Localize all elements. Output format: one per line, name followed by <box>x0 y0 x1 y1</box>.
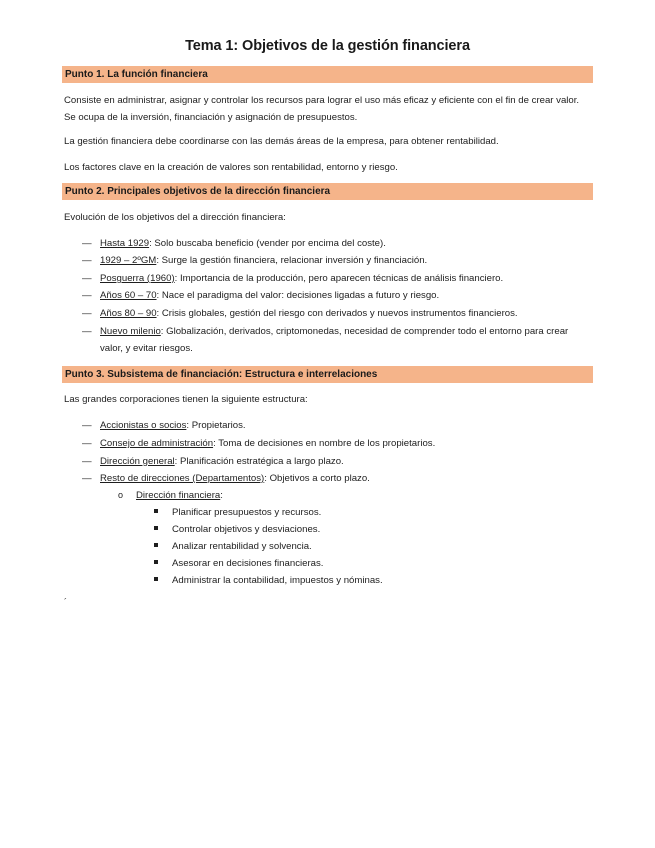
item-text: : Objetivos a corto plazo. <box>264 473 370 484</box>
item-term: Nuevo milenio <box>100 326 161 337</box>
dash-marker: — <box>82 438 92 449</box>
square-bullet-icon <box>154 560 158 564</box>
dash-marker: — <box>82 420 92 431</box>
item-text: : Crisis globales, gestión del riesgo con derivados y nuevos instrumentos financieros. <box>156 308 518 319</box>
item-text: : Planificación estratégica a largo plazo. <box>174 456 344 467</box>
item-term: Posguerra (1960) <box>100 273 175 284</box>
paragraph-1: Consiste en administrar, asignar y controlar los recursos para lograr el uso más eficaz y eficiente con el fin de crear valor. Se ocupa de la inversión, financiación y asignación de presupuestos. <box>64 95 580 123</box>
sub-item-text: : <box>220 490 223 501</box>
section-3-intro: Las grandes corporaciones tienen la siguiente estructura: <box>64 394 308 405</box>
square-bullet-icon <box>154 509 158 513</box>
dash-marker: — <box>82 308 92 319</box>
section-heading-1: Punto 1. La función financiera <box>62 66 593 83</box>
dash-marker: — <box>82 238 92 249</box>
circle-marker: o <box>118 490 124 500</box>
bullet-text: Controlar objetivos y desviaciones. <box>172 524 321 535</box>
dash-marker: — <box>82 255 92 266</box>
bullet-text: Analizar rentabilidad y solvencia. <box>172 541 312 552</box>
item-text: : Toma de decisiones en nombre de los propietarios. <box>213 438 436 449</box>
item-term: Años 60 – 70 <box>100 290 157 301</box>
paragraph-2: La gestión financiera debe coordinarse con las demás áreas de la empresa, para obtener rentabilidad. <box>64 136 499 147</box>
item-text: : Importancia de la producción, pero aparecen técnicas de análisis financiero. <box>174 273 504 284</box>
section-heading-3: Punto 3. Subsistema de financiación: Estructura e interrelaciones <box>62 366 593 383</box>
square-bullet-icon <box>154 543 158 547</box>
square-bullet-icon <box>154 526 158 530</box>
dash-marker: — <box>82 456 92 467</box>
paragraph-3: Los factores clave en la creación de valores son rentabilidad, entorno y riesgo. <box>64 162 398 173</box>
item-term: Accionistas o socios <box>100 420 187 431</box>
dash-marker: — <box>82 326 92 337</box>
item-term: Hasta 1929 <box>100 238 150 249</box>
trailing-mark: ´ <box>64 597 67 607</box>
square-bullet-icon <box>154 577 158 581</box>
section-heading-2: Punto 2. Principales objetivos de la dirección financiera <box>62 183 593 200</box>
item-term: Dirección general <box>100 456 175 467</box>
item-text: : Surge la gestión financiera, relacionar inversión y financiación. <box>156 255 428 266</box>
bullet-text: Planificar presupuestos y recursos. <box>172 507 322 518</box>
item-term: 1929 – 2ºGM <box>100 255 157 266</box>
item-term: Resto de direcciones (Departamentos) <box>100 473 265 484</box>
dash-marker: — <box>82 290 92 301</box>
section-2-intro: Evolución de los objetivos del a dirección financiera: <box>64 212 286 223</box>
bullet-text: Administrar la contabilidad, impuestos y nóminas. <box>172 575 383 586</box>
dash-marker: — <box>82 273 92 284</box>
item-text: : Nace el paradigma del valor: decisiones ligadas a futuro y riesgo. <box>156 290 440 301</box>
item-text: : Solo buscaba beneficio (vender por encima del coste). <box>149 238 386 249</box>
item-text: : Globalización, derivados, criptomonedas, necesidad de comprender todo el entorno para crear valor, y evitar riesgos. <box>100 326 569 354</box>
item-term: Consejo de administración <box>100 438 214 449</box>
sub-item-term: Dirección financiera <box>136 490 221 501</box>
page-title: Tema 1: Objetivos de la gestión financiera <box>185 38 470 54</box>
item-text: : Propietarios. <box>186 420 246 431</box>
dash-marker: — <box>82 473 92 484</box>
item-term: Años 80 – 90 <box>100 308 157 319</box>
bullet-text: Asesorar en decisiones financieras. <box>172 558 324 569</box>
